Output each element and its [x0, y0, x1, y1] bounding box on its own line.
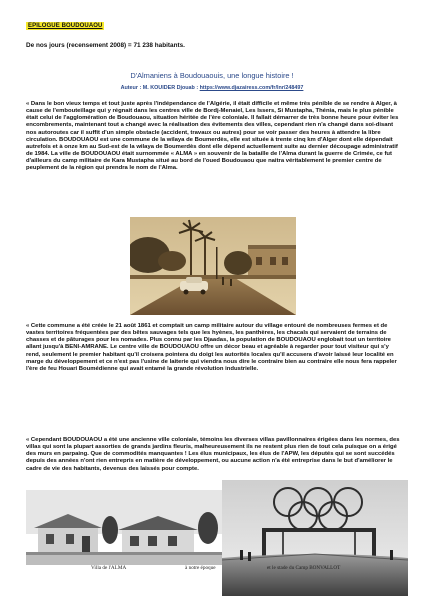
paragraph-1: « Dans le bon vieux temps et tout juste après l'indépendance de l'Algérie, il était difficile et même très pénible de se rendre à Alger, à cause de l'embouteillage qui y régnait dans les centres ville de Bordj-Menaiel, Les Issers, Si Mustapha, Thénia, mais le plus pénible était celui de l'agglomération de Boudouaou, situation héritée de l'ère coloniale. Il fallait démarrer de très bonne heure pour éviter les encombrements, maintenant tout a changé avec la réalisation des évitements des villes, cependant rien n'a changé dans soi-disant nos autoroutes car il suffit d'un simple obstacle (accident, travaux ou autres) pour se voir passer des heures à attendre la libre circulation. BOUDOUAOU est une commune de la wilaya de Boumerdès, elle est située à trente cinq km d'Alger dont elle dépendait autrefois et à onze km au Sud-est de la wilaya de Boumerdès dont elle dépend actuellement suite au dernier découpage administratif de 1984. La ville de BOUDOUAOU était surnommée « ALMA » en souvenir de la bataille de l'Alma durant la guerre de Crimée, ce fut d'ailleurs du camp militaire de Kara Mustapha situé au bord de l'oued Boudouaou que naitra véritablement le premier centre de peuplement de la région qui prendra le nom de l'Alma. — [26, 101, 399, 172]
villas-photo — [26, 490, 224, 596]
author-link[interactable]: https://www.djazairess.com/fr/lnr/248497 — [199, 85, 304, 91]
paragraph-3: « Cependant BOUDOUAOU a été une ancienne ville coloniale, témoins les diverses villas pavillonnaires érigées dans les normes, des villas qui sont la plupart assorties de grands jardins fleuris, malheureusement ils ne restent plus rien de tout cela puisque on a érigé des murs en parpaing. Que de commodités manquantes ! Les élus municipaux, les élus de l'APW, les députés qui se sont succédés depuis des années n'ont rien entrepris en matière de développement, ou aucune action n'a été entreprise dans le but d'améliorer le cadre de vie des habitants, devenus des laissés pour compte. — [26, 437, 400, 472]
villas-photo-image — [26, 490, 224, 596]
street-photo — [130, 217, 296, 315]
author-prefix: Auteur : M. KOUIDER Djouab : — [120, 85, 200, 91]
author-line — [0, 85, 424, 91]
population-line: De nos jours (recensement 2008) = 71 238 habitants. — [26, 42, 185, 49]
stadium-photo-image — [222, 480, 408, 596]
street-photo-image — [130, 217, 296, 315]
section-tag: EPILOGUE BOUDOUAOU — [28, 23, 103, 29]
caption-stadium: et le stade du Camp BONVALLOT — [267, 565, 341, 571]
stadium-photo — [222, 480, 408, 596]
caption-villas: Villa de l'ALMA — [91, 565, 127, 571]
article-title: D'Almaniens à Boudouaouis, une longue histoire ! — [130, 71, 294, 80]
paragraph-2: « Cette commune a été créée le 21 août 1861 et comptait un camp militaire autour du village entouré de nombreuses fermes et de vastes territoires fréquentées par des bêtes sauvages tels que les hyènes, les panthères, les chacals qui servaient de terrains de chasses et de pâturages pour les nomades. Plus connu par les Djaadas, la population de BOUDOUAOU englobait tout un territoire allant jusqu'à BENI-AMRANE. Le centre ville de BOUDOUAOU offre un décor beau et agréable à regarder pour tout visiteur qui s'y rend, seulement le premier habitant qu'il croisera pointera du doigt les autorités locales qu'il accusera d'avoir laissé leur localité en marge du développement et ce n'est pas l'usine de laiterie qui viendra nous dire le contraire bien au contraire elle nous fera rappeler l'ère de feu Houari Boumédienne qui avait entamé la grande révolution industrielle. — [26, 323, 397, 372]
caption-street: à notre époque — [185, 565, 216, 571]
